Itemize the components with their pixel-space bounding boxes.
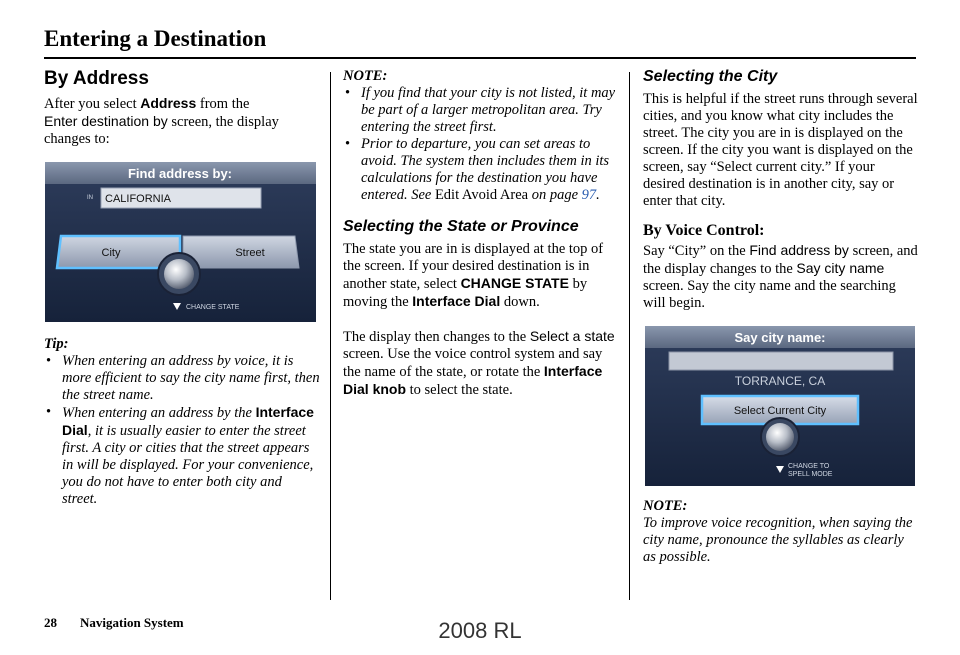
select-current-city-label: Select Current City xyxy=(733,405,827,417)
page-number: 28 xyxy=(44,615,57,630)
voice-paragraph: Say “City” on the Find address by screen, and the display changes to the Say city name screen. Say the city name and the searching will begin. xyxy=(643,242,918,311)
note-label: NOTE: xyxy=(343,68,388,84)
column-divider xyxy=(629,72,630,600)
note-label: NOTE: xyxy=(643,498,688,514)
spell-mode-hint-2: SPELL MODE xyxy=(788,471,833,478)
header-rule xyxy=(44,57,916,59)
column-2 xyxy=(343,68,618,399)
say-city-name-screenshot xyxy=(645,326,915,486)
state-value: CALIFORNIA xyxy=(105,193,172,205)
tip-item: • When entering an address by voice, it is more efficient to say the city name first, then the street name. xyxy=(44,353,320,404)
state-prefix: IN xyxy=(87,195,93,201)
footer-label: Navigation System xyxy=(80,615,184,630)
current-city: TORRANCE, CA xyxy=(734,374,826,388)
spell-mode-hint-1: CHANGE TO xyxy=(788,463,830,470)
tip-list xyxy=(44,353,320,508)
tip-label: Tip: xyxy=(44,336,69,352)
page-link[interactable]: 97 xyxy=(581,187,597,203)
column-1 xyxy=(44,68,320,508)
state-paragraph-2: The display then changes to the Select a state screen. Use the voice control system and say the name of the state, or rotate the Interface Dial knob to select the state. xyxy=(343,328,615,398)
screen-title: Say city name: xyxy=(734,330,826,345)
section-heading-state: Selecting the State or Province xyxy=(343,218,579,235)
section-heading-city: Selecting the City xyxy=(643,68,778,85)
voice-control-heading: By Voice Control: xyxy=(643,222,765,239)
note-item: • If you find that your city is not listed, it may be part of a larger metropolitan area. Try entering the street first. xyxy=(343,85,618,136)
change-state-hint: CHANGE STATE xyxy=(186,304,240,311)
street-button-label: Street xyxy=(235,247,265,259)
screen-title: Find address by: xyxy=(127,166,233,181)
column-divider xyxy=(330,72,331,600)
city-button-label: City xyxy=(101,247,121,259)
intro-paragraph: After you select Address from the Enter destination by screen, the display changes to: xyxy=(44,95,279,147)
city-paragraph: This is helpful if the street runs through several cities, and you know what city includes the street. The city you are in is displayed on the screen. If the city you want is displayed on the screen, say “Select current city.” If your desired destination is in another city, say or enter that city. xyxy=(643,91,918,209)
city-name-input[interactable] xyxy=(669,352,893,370)
tip-item: • When entering an address by the Interface Dial, it is usually easier to enter the street first. A city or cities that the street appears in will be displayed. For your convenience, you do not have to enter both city and street. xyxy=(44,404,320,508)
find-address-screenshot xyxy=(45,162,316,322)
state-paragraph-1: The state you are in is displayed at the top of the screen. If your desired destination is in another state, select CHANGE STATE by moving the Interface Dial down. xyxy=(343,241,604,310)
section-heading-by-address: By Address xyxy=(44,68,149,89)
note-item: • Prior to departure, you can set areas to avoid. The system then includes them in its calculations for the destination you have entered. See Edit Avoid Area on page 97. xyxy=(343,136,618,204)
note-list xyxy=(343,85,618,204)
voice-note: To improve voice recognition, when saying the city name, pronounce the syllables as clearly as possible. xyxy=(643,515,913,565)
page-title: Entering a Destination xyxy=(44,26,267,51)
column-3 xyxy=(643,68,918,566)
model-watermark: 2008 RL xyxy=(438,618,522,643)
